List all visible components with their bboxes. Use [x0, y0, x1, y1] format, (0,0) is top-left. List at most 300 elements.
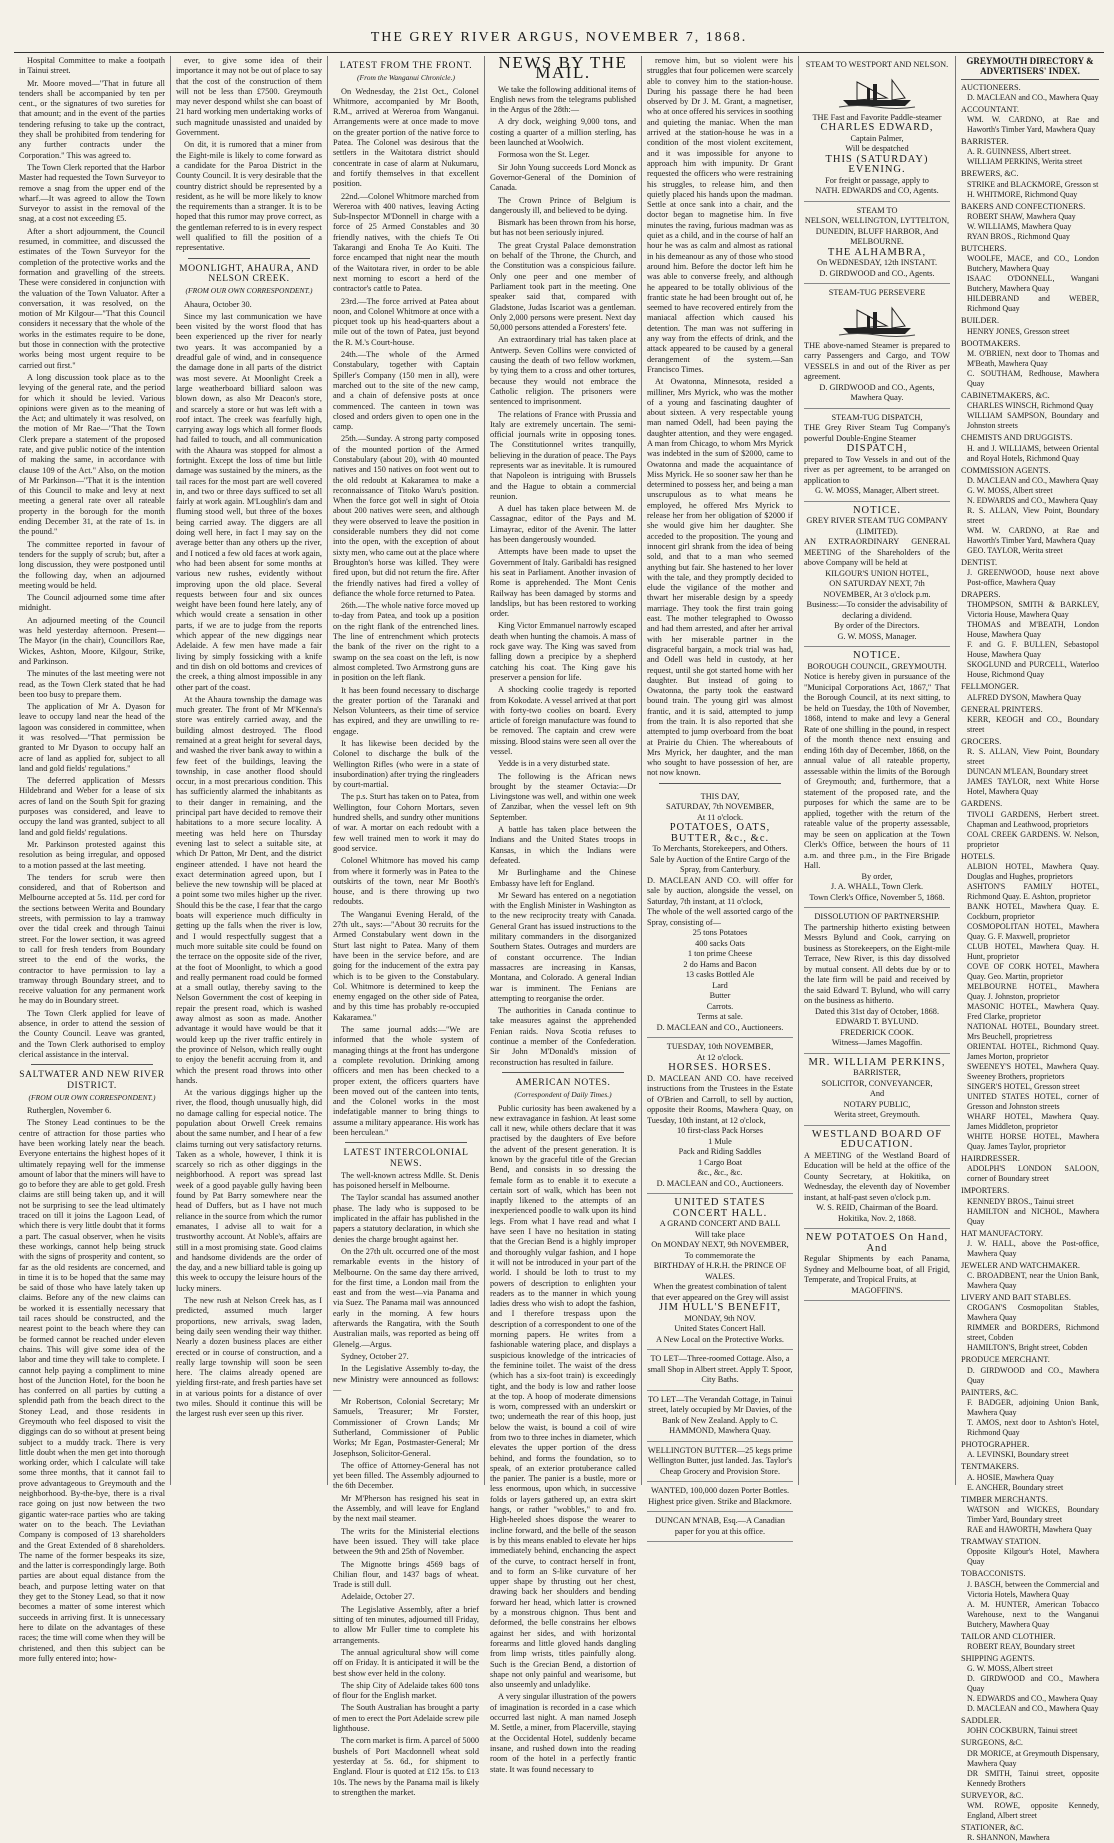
concert-line: BIRTHDAY of H.R.H. the PRINCE OF WALES. — [653, 1261, 787, 1281]
auction-intro: The whole of the well assorted cargo of the Spray, consisting of— — [647, 907, 793, 927]
directory-category: PRODUCE MERCHANT. — [961, 1355, 1050, 1365]
advert-body: prepared to Tow Vessels in and out of the river as per agreement, to be arranged on application to — [804, 454, 950, 485]
directory-listing: WILLIAM PERKINS, Werita street — [967, 157, 1083, 167]
advert-body: THE above-named Steamer is prepared to carry Passengers and Cargo, and TOW VESSELS in and out of the River as per agreement. — [804, 340, 950, 381]
directory-listing: CROGAN'S Cosmopolitan Stables, Mawhera Quay — [967, 1303, 1099, 1323]
directory-category: BARRISTER. — [961, 137, 1009, 147]
article-paragraph: A duel has taken place between M. de Cassagnac, editor of the Pays and M. Limayrac, editor of the Avenir. The latter has been dangerously wounded. — [490, 504, 636, 545]
article-byline: (FROM OUR OWN CORRESPONDENT.) — [28, 1092, 156, 1102]
notice-line: BOROUGH COUNCIL, GREYMOUTH. — [807, 661, 947, 671]
directory-listing: SWEENEY'S HOTEL, Mawhera Quay. Sweeney Brothers, proprietors — [967, 1061, 1099, 1081]
directory-listing: J. W. HALL, above the Post-office, Mawhera Quay — [967, 1238, 1099, 1258]
article-paragraph: King Victor Emmanuel narrowly escaped death when hunting the chamois. A mass of rock gave way. The King was saved from falling down a precipice by a shepherd catching his coat. The King gave his preserver a pension for life. — [490, 621, 636, 682]
article-paragraph: Mr Seward has entered on a negotiation with the English Minister in Washington as to the new reciprocity treaty with Canada. General Grant has issued instructions to the military commanders in the disorganized Southern States. Outrages and murders are of constant occurrence. The Indian massacres are increasing in Kansas, Montana, and Colorado. A general Indian war is imminent. The Fenians are attempting to reorganise the order. — [490, 890, 636, 1003]
masthead-title: THE GREY RIVER ARGUS, NOVEMBER 7, 1868. — [370, 30, 748, 45]
directory-listing: COAL CREEK GARDENS. W. Nelson, proprietor — [967, 829, 1099, 849]
advert-body: The partnership hitherto existing between Messrs Bylund and Cook, carrying on business as Storekeepers, on the Eight-mile Terrace, New River, is this day dissolved by mutual consent. All debts due by or to the late firm will be paid and received by the said Edward T. Bylund, who will carry on the business as hitherto. — [804, 922, 950, 1005]
auction-for: To Merchants, Storekeepers, and Others. — [652, 844, 788, 854]
article-paragraph: A very singular illustration of the powers of imagination is recorded in a case which occurred last night. A man named Joseph M. Settle, a miner, from Placerville, staying at the Occidental Hotel, suddenly became insane, and rushed down into the reading room of the hotel in a perfectly frantic state. It was found necessary to — [490, 1692, 636, 1774]
newspaper-page — [14, 30, 1104, 1843]
article-paragraph: The great Crystal Palace demonstration on behalf of the Throne, the Church, and the Constitution was a conspicious failure. Only one peer and one member of Parliament took part in the meeting. One speaker said that, compared with Gladstone, Judas Iscariot was a gentleman. Only 2,000 persons were present. Next day 50,000 persons attended a Foresters' fete. — [490, 240, 636, 333]
directory-entry — [961, 1388, 1099, 1438]
directory-entry — [961, 1462, 1099, 1492]
notice-body: Notice is hereby given in pursuance of the "Municipal Corporations Act, 1867," That the Borough Council, at its next sitting, to be held on Tuesday, the 10th of November, 1868, intend to make and levy a General Rate of one shilling in the pound, in respect of the month thence next ensuing and ending 16th day of December, 1868, on the annual value of all rateable property, assessable within the limits of the Borough of Greymouth; and, furthermore, that a statement of the proposed rate, and the purposes for which the same are to be applied, together with the return of the rateable value of the property assessable, may be seen on application at the Town Clerk's Office, between the hours of 11 a.m. and three p.m., in the Fire Brigade Hall. — [804, 672, 950, 870]
directory-listing: G. W. MOSS, Albert street — [967, 485, 1053, 495]
directory-category: SURVEYOR, &C. — [961, 1790, 1024, 1800]
masthead — [14, 30, 1104, 53]
directory-category: IMPORTERS. — [961, 1186, 1010, 1196]
article-paragraph: 23rd.—The force arrived at Patea about noon, and Colonel Whitmore at once with a picquet took up his head-quarters about a mile out of the town of Patea, just beyond the R. M.'s Court-house. — [333, 296, 479, 347]
concert-line: A New Local on the Protective Works. — [656, 1334, 784, 1344]
article-paragraph: The committee reported in favour of tenders for the supply of scrub; but, after a long discussion, they were postponed until the following day, when an adjourned meeting would be held. — [19, 539, 165, 590]
directory-category: PAINTERS, &C. — [961, 1387, 1019, 1397]
directory-category: TENTMAKERS. — [961, 1462, 1019, 1472]
article-paragraph: Mr M'Pherson has resigned his seat in the Assembly, and will leave for England by the next mail steamer. — [333, 1493, 479, 1524]
advert-body: THE Grey River Steam Tug Company's powerful Double-Engine Steamer — [804, 423, 950, 443]
directory-entry — [961, 1823, 1099, 1843]
article-paragraph: The following is the African news brought by the steamer Octavia:—Dr Livingstone was well, and within one week of Zanzibar, when the vessel left on 9th September. — [490, 771, 636, 822]
steamer-advert — [804, 56, 950, 202]
directory-listing: E. ANCHER, Boundary street — [967, 1482, 1064, 1492]
directory-listing: THOMAS and M'BEATH, London House, Mawhera Quay — [967, 620, 1099, 640]
directory-entry — [961, 202, 1099, 242]
directory-listing: NATIONAL HOTEL, Boundary street. Mrs Beuchell, proprietress — [967, 1021, 1099, 1041]
directory-category: TRAMWAY STATION. — [961, 1536, 1041, 1546]
article-paragraph: A long discussion took place as to the levying of the general rate, and the period for which it should be levied. Various opinions were given as to the meaning of the Act; and ultimately it was resolved, on the motion of Mr Rae—"That the Town Clerk prepare a statement of the proposed rate, and give public notice of the intention of making the same, in accordance with clause 109 of the Act." Also, on the motion of Mr Parkinson—"That it is the intention of this Council to make and levy at next meeting a general rate over all rateable property in the borough for the month ending December 31, at the rate of 1s. in the pound." — [19, 372, 165, 537]
directory-entry — [961, 1738, 1099, 1788]
directory-entry — [961, 852, 1099, 1152]
auction-terms: Terms at sale. — [697, 1012, 743, 1022]
advert-line: Will be despatched — [845, 144, 909, 153]
directory-entry — [961, 1537, 1099, 1567]
directory-listing: N. EDWARDS and CO., Mawhera Quay — [967, 1694, 1098, 1704]
directory-listing: W. WILLIAMS, Mawhera Quay — [967, 222, 1072, 232]
auction-body: D. MACLEAN AND CO. have received instructions from the Trustees in the Estate of O'Brien and Carroll, to sell by auction, opposite their Rooms, Mawhera Quay, on Tuesday, 10th instant, at 12 o'clock, — [647, 1073, 793, 1125]
directory-listing: JOHN COCKBURN, Tainui street — [967, 1726, 1078, 1736]
columns — [14, 53, 1104, 1843]
auction-item: 1 ton prime Cheese — [687, 949, 753, 959]
article-paragraph: Yedde is in a very disturbed state. — [498, 759, 610, 769]
advert-line: EDWARD T. BYLUND. — [835, 1017, 919, 1026]
directory-listing: ALFRED DYSON, Mawhera Quay — [967, 692, 1082, 702]
perkins-advert — [804, 1054, 950, 1126]
auction-item: 13 casks Bottled Ale — [685, 970, 755, 980]
article-paragraph: Colonel Whitmore has moved his camp from where it formerly was in Patea to the outskirts of the town, near Mr Booth's house, and is there throwing up two redoubts. — [333, 856, 479, 907]
advert-line: Werita street, Greymouth. — [834, 1110, 920, 1119]
article-paragraph: ever, to give some idea of their importance it may not be out of place to say that the cost of the construction of them will not be less than £7500. Greymouth may never despond whilst she can boast of 21 hard working men undertaking works of such magnitude unassisted and unaided by Government. — [176, 56, 322, 138]
directory-listing: DR MORICE, at Greymouth Dispensary, Mawhera Quay — [967, 1748, 1099, 1768]
notice-line: By order of the Directors. — [834, 621, 920, 630]
article-paragraph: In the Legislative Assembly to-day, the new Ministry were announced as follows:— — [333, 1364, 479, 1394]
article-paragraph: Adelaide, October 27. — [341, 1592, 415, 1602]
directory-category: BREWERS, &C. — [961, 169, 1019, 179]
article-heading: LATEST INTERCOLONIAL NEWS. — [343, 1148, 469, 1169]
directory-listing: WM. W. CARDNO, at Rae and Haworth's Timber Yard, Mawhera Quay — [967, 525, 1099, 545]
small-advert: TO LET—Three-roomed Cottage. Also, a small Shop in Albert street. Apply T. Spoor, City Baths. — [647, 1350, 793, 1391]
directory-listing: UNITED STATES HOTEL, corner of Gresson and Johnston streets — [967, 1091, 1099, 1111]
directory-category: GENERAL PRINTERS. — [961, 704, 1043, 714]
notice-line: KILGOUR'S UNION HOTEL, — [825, 568, 929, 578]
directory-listing: ASHTON'S FAMILY HOTEL, Richmond Quay. E. Ashton, proprietor — [967, 881, 1099, 901]
article-paragraph: The relations of France with Prussia and Italy are extremely uncertain. The semi-official journals write in opposing tones. The Constitutionnel writes tranquilly, believing in the duration of peace. The Pays represents war as inevitable. It is rumoured that Napoleon is intriguing with Brussels and the Hague to obtain a commercial reunion. — [490, 409, 636, 501]
directory-listing: M. O'BRIEN, next door to Thomas and M'Beath, Mawhera Quay — [967, 348, 1099, 368]
advert-agent: G. W. MOSS, Manager, Albert street. — [814, 486, 940, 495]
article-heading: MOONLIGHT, AHAURA, AND NELSON CREEK. — [179, 263, 319, 284]
directory-category: FELLMONGER. — [961, 682, 1019, 692]
article-paragraph: Mr. Moore moved—"That in future all tenders shall be accompanied by ten per cent., or the signatures of two sureties for that amount; and in the event of the parties tendering refusing to take up the contract, they shall be prohibited from tendering for any further contracts under the Corporation." This was agreed to. — [19, 78, 165, 160]
article-paragraph: The same journal adds:—"We are informed that the whole system of managing things at the front has undergone a complete revolution. Drinking among officers and men has been checked to a proper extent, the officers quarters have been moved out of the canteen into tents, and the Colonel works in the most indefatigable manner to bring things to assume a military appearance. His work has been herculean." — [333, 1025, 479, 1137]
directory-category: HAT MANUFACTORY. — [961, 1228, 1043, 1238]
auction-item: 1 Cargo Boat — [697, 1157, 743, 1167]
advert-line: And — [869, 1089, 885, 1098]
directory-listing: KERR, KEOGH and CO., Boundary street — [967, 715, 1099, 735]
article-paragraph: The Stoney Lead continues to be the centre of attraction for those parties who have been working lately near the beach. Everyone entertains the highest hopes of it ultimately repaying well for the immense amount of labor that the miners will have to go to before they are able to get gold. Fresh claims are still being taken up, and it will not be surprising to see the lead ultimately traced on till it joins the Lagoon Lead, of which there is very little doubt that it forms a part. The casual observer, when he visits these workings, cannot help being struck with the signs of prosperity and content, so far as the old residents are concerned, and in time it is to be hoped that the same may be said of those who have lately taken up claims. Before any of the new claims can be worked it is essentially necessary that tail races should be constructed, and the nearest point to the beach where they can be formed cannot be reached under eleven chains. This will give some idea of the labor and time they will take to complete. I cannot help paying a compliment to mine host of the Junction Hotel, for the boon he has conferred on all parties by cutting a splendid path from the beach direct to the Stoney Lead, and those residents in Greymouth who feel disposed to visit the diggings can do so without at present being subject to a muddy track. There is very little doubt when the men get into thorough working order, which I calculate will take some three months, that it cannot fail to prove advantageous to Greymouth and the neighborhood. By-the-bye, there is a rival race going on just now between the two gigantic water-race parties who are taking water on to the beach. The Leviathan Company is composed of 13 shareholders and the Great Extended of 8 shareholders. The name of the former bespeaks its size, and the latter is correspondingly large. Both parties are about equal distance from the beach, and purpose letting water on that they get to the Stoney Lead, so that it now becomes a matter of some interest which succeeds in arriving first. It is unnecessary here to dilate on the advantages of these races; the time will come when they will be christened, and then this subject can be more fully entered into; how- — [19, 1118, 165, 1663]
auction-item: Carrots. — [706, 1001, 734, 1011]
article-paragraph: Formosa won the St. Leger. — [498, 150, 590, 160]
directory-listing: A. R. GUINNESS, Albert street. — [967, 147, 1071, 157]
directory-category: BAKERS AND CONFECTIONERS. — [961, 201, 1086, 211]
potatoes-advert — [804, 1229, 950, 1301]
directory-entry — [961, 244, 1099, 314]
directory-entry — [961, 391, 1099, 431]
directory-listing: A. M. HUNTER, American Tobacco Warehouse, next to the Wanganui Butchery, Mawhera Quay — [967, 1599, 1099, 1629]
directory-listing: H. and J. WILLIAMS, between Oriental and Royal Hotels, Richmond Quay — [967, 443, 1099, 463]
auction-goods: HORSES. HORSES. — [668, 1062, 772, 1074]
article-paragraph: On the 27th ult. occurred one of the most remarkable events in the history of Melbourne. On the same day there arrived, for the first time, a London mail from the east and from the west—via Panama and via Suez. The Panama mail was announced early in the morning. A few hours afterwards the Rangatira, with the South Australian mails, was reported as being off Glenelg.—Argus. — [333, 1246, 479, 1349]
article-paragraph: Sydney, October 27. — [341, 1351, 409, 1361]
directory-category: HAIRDRESSER. — [961, 1153, 1020, 1163]
directory-entry — [961, 1186, 1099, 1226]
directory-entry — [961, 590, 1099, 680]
directory-listing: Opposite Kilgour's Hotel, Mawhera Quay — [967, 1547, 1099, 1567]
directory-entry — [961, 105, 1099, 135]
auction-item: 400 sacks Oats — [695, 938, 745, 948]
directory-listing: G. W. MOSS, Albert street — [967, 1664, 1053, 1674]
directory-listing: WILLIAM SAMPSON, Boundary and Johnston streets — [967, 411, 1099, 431]
concert-line: When the greatest combination of talent that ever appeared on the Grey will assist — [651, 1282, 789, 1302]
concert-advert — [647, 1194, 793, 1350]
column-3 — [328, 56, 485, 1797]
article-paragraph: At the various diggings higher up the river, the flood, though unusually high, did no damage calling for especial notice. The population about Orwell Creek remains about the same number, and I hear of a few claims turning out very satisfactory returns. Taken as a whole, however, I think it is scarcely so rich as other diggings in the neighborhood. A report was spread last week of a good payable gully having been found by Pat Barry somewhere near the head of Duffers, but as I have not much reliance in the source from which the rumor emanates, I advise all to wait for a trustworthy account. At Noble's, affairs are still in a most promising state. Good claims and handsome dividends are the order of the day, and a new billiard table is going up this week to occupy the leisure hours of the lucky miners. — [176, 1088, 322, 1293]
directory-listing: DR SMITH, Tainui street, opposite Kennedy Brothers — [967, 1768, 1099, 1788]
directory-listing: COVE OF CORK HOTEL, Mawhera Quay. Geo. Martin, proprietor — [967, 961, 1099, 981]
directory-listing: THOMPSON, SMITH & BARKLEY, Victoria House, Mawhera Quay — [967, 600, 1099, 620]
advert-line: NELSON, WELLINGTON, LYTTELTON, DUNEDIN, BLUFF HARBOR, And MELBOURNE. — [804, 216, 950, 246]
directory-category: GARDENS. — [961, 799, 1003, 809]
auction-goods: POTATOES, OATS, BUTTER, &c., &c. — [669, 822, 771, 844]
directory-listing: COSMOPOLITAN HOTEL, Mawhera Quay. G. F. Maxwell, proprietor — [967, 921, 1099, 941]
concert-line: MONDAY, 9th NOV. — [684, 1313, 756, 1323]
column-rule — [31, 1064, 153, 1065]
advert-line: THIS (SATURDAY) EVENING. — [825, 153, 929, 175]
directory-entry — [961, 682, 1099, 702]
directory-entry — [961, 1632, 1099, 1652]
advert-line: Witness—James Magoffin. — [831, 1038, 923, 1047]
directory-listing: A. HOSIE, Mawhera Quay — [967, 1472, 1054, 1482]
article-paragraph: On dit, it is rumored that a miner from the Eight-mile is likely to come forward as a candidate for the Paroa District in the County Council. It is very desirable that the country district should be represented by a resident, as he will be more likely to know the requirements than a stranger. It is to be hoped that this rumor may prove correct, as the gentleman referred to is in every respect well qualified to fill the position of a representative. — [176, 140, 322, 253]
directory-entry — [961, 1495, 1099, 1535]
notice-title: NOTICE. — [852, 504, 902, 516]
directory-listing: RAE and HAWORTH, Mawhera Quay — [967, 1524, 1092, 1534]
directory-listing: RIMMER and BORDERS, Richmond street, Cobden — [967, 1323, 1099, 1343]
article-paragraph: A dry dock, weighing 9,000 tons, and costing a quarter of a million sterling, has been launched at Woolwich. — [490, 117, 636, 148]
directory-category: CABINETMAKERS, &C. — [961, 390, 1050, 400]
advert-line: Captain Palmer, — [850, 133, 904, 143]
directory-listing: WM. ROWE, opposite Kennedy, England, Albert street — [967, 1800, 1099, 1820]
notice-line: AN EXTRAORDINARY GENERAL MEETING of the Shareholders of the above Company will be held at — [804, 537, 950, 567]
tug-advert — [804, 409, 950, 502]
directory-listing: ISAAC O'DONNELL, Wangani Butchery, Mawhera Quay — [967, 274, 1099, 294]
article-paragraph: At Owatonna, Minnesota, resided a milliner, Mrs Myrick, who was the mother of a young and fascinating daughter of about sixteen. A very respectable young man named Odell, had been paying the daughter attention, and they were engaged. A man from Chicago, to whom Mrs Myrick was indebted in the sum of $2000, came to Owatonna and made the acquaintance of Miss Myrick. He so sooner saw her than he determined to possess her, and being a man unscrupulous as to what means he employed, he offered Mrs Myrick to release her from her obligation of $2000 if she would give him her daughter. She acceded to the proposition. The young and innocent girl shrank from the idea of being sold, and that to a man who seemed anything but fair. She hastened to her lover with the tale, and they promptly decided to elude the vigilance of the mother and thwart her miserable design by a speedy marriage. They took the first train going east. The mother telegraphed to Owosso and had them arrested, and after her arrival with her miserable partner in the disgraceful bargain, a mock trial was had, and Odell was held in custody, at her request, until she got started home with her daughter. But instead of going to Owatonna, the party took the eastward bound train. The young girl was almost frantic, and it is said, attempted to jump from the train. It is also reported that she attempted to jump overboard from the boat at Prairie du Chien. The whereabouts of Mrs Myrick, her daughter, and the man who sought to have possession of her, are not now known. — [647, 377, 793, 778]
auction-date: THIS DAY, — [700, 791, 740, 801]
advert-ship: DISPATCH, — [846, 443, 908, 454]
auction-body: D. MACLEAN AND CO. will offer for sale by auction, alongside the vessel, on Saturday, 7th instant, at 11 o'clock, — [647, 875, 793, 906]
directory-listing: MASONIC HOTEL, Mawhera Quay. Fred Clarke, proprietor — [967, 1001, 1099, 1021]
directory-listing: D. MACLEAN and CO., Mawhera Quay — [967, 475, 1099, 485]
article-paragraph: At the Ahaura township the damage was much greater. The front of Mr M'Kenna's store was entirely carried away, and the building almost destroyed. The flood remained at a great height for several days, and washed the river bank away to within a few feet of the buildings, leaving the township, in case another flood should occur, in a most precarious condition. This has sufficiently alarmed the inhabitants as to their danger in remaining, and the principal part have decided to remove their habitations to a more secure locality. A meeting was held here on Thursday evening last to select a suitable site, at which Dr Patton, Mr Dent, and the district engineer attended. I have not heard the exact determination agreed upon, but I believe the new township will be placed at a point some two miles higher up the river. Should this be the case, I fear that the cargo boats will experience much difficulty in getting up the falls when the river is low, and I would respectfully suggest that a much more suitable site could be found on the terrace on the opposite side of the river, at the foot of Moonlight, to which a good and really permanent road could be formed at a small outlay, thereby saving to the Nelson Government the cost of keeping in repair the present road, which is washed away almost as soon as made. Another advantage it would have would be that it would keep up the river traffic entirely in the province of Nelson, which really ought to enjoy the benefit accruing from it, and which the present road throws into other hands. — [176, 694, 322, 1085]
directory-entry — [961, 466, 1099, 556]
column-1 — [14, 56, 171, 1663]
steamship-icon — [837, 74, 917, 110]
column-rule — [188, 258, 310, 259]
directory-entry — [961, 1791, 1099, 1821]
directory-category: HOTELS. — [961, 851, 995, 861]
directory-listing: C. SOUTHAM, Redhouse, Mawhera Quay — [967, 368, 1099, 388]
directory-category: BOOTMAKERS. — [961, 338, 1021, 348]
directory-listing: J. BASCH, between the Commercial and Victoria Hotels, Mawhera Quay — [967, 1579, 1099, 1599]
article-paragraph: 24th.—The whole of the Armed Constabulary, together with Captain Spiller's Company (150 men in all), were marched out to the site of the new camp, and a chain of defensive posts at once commenced. The canteen in town was closed and orders given to open one in the camp. — [333, 350, 479, 432]
notice-advert — [804, 502, 950, 648]
auction-item: 2 do Hams and Bacon — [683, 959, 757, 969]
directory-listing: WHITE HORSE HOTEL, Mawhera Quay. James Taylor, proprietor — [967, 1131, 1099, 1151]
advert-title: STEAM-TUG DISPATCH, — [831, 412, 923, 422]
advert-line: NOTARY PUBLIC, — [843, 1099, 911, 1109]
article-byline: (FROM OUR OWN CORRESPONDENT.) — [185, 286, 313, 296]
directory-listing: F. BADGER, adjoining Union Bank, Mawhera Quay — [967, 1398, 1099, 1418]
article-paragraph: The well-known actress Mdlle. St. Denis has poisoned herself in Melbourne. — [333, 1170, 479, 1191]
directory-entry — [961, 169, 1099, 199]
advert-body: A MEETING of the Westland Board of Education will be held at the office of the County Secretary, at Hokitika, on Wednesday, the eleventh day of November instant, at half-past seven o'clock p.m. — [804, 1150, 950, 1202]
article-heading: NEWS BY THE MAIL. — [498, 53, 628, 83]
article-paragraph: It has likewise been decided by the Colonel to discharge the bulk of the Wellington Rifles (who were in a state of insubordination) after trying the ringleaders by court-martial. — [333, 739, 479, 790]
directory-entry — [961, 83, 1099, 103]
article-paragraph: The corn market is firm. A parcel of 5000 bushels of Port Macdonnell wheat sold yesterday at 5s. 6d., for shipment to England. Flour is quoted at £12 15s. to £13 10s. The news by the Panama mail is likely to strengthen the market. — [333, 1736, 480, 1797]
auction-sale: Sale by Auction of the Entire Cargo of the Spray, from Canterbury. — [650, 854, 790, 875]
directory-listing: R. SHANNON, Mawhera — [967, 1833, 1050, 1843]
directory-listing: MELBOURNE HOTEL, Mawhera Quay. J. Johnston, proprietor — [967, 981, 1099, 1001]
advert-line: For freight or passage, apply to — [825, 175, 929, 185]
article-paragraph: The Mignotte brings 4569 bags of Chilian flour, and 1437 bags of wheat. Trade is still dull. — [333, 1559, 479, 1590]
article-paragraph: The Wanganui Evening Herald, of the 27th ult., says:—"About 30 recruits for the Armed Constabulary went down in the Sturt last night to Patea. Many of them have been in the service before, and are going for the inducement of the extra pay which is to be given to the Constabulary. Col. Whitmore is determined to keep the enemy engaged on the other side of Patea, and by this time has probably re-occupied Kakaramea." — [333, 909, 479, 1022]
small-advert: WANTED, 100,000 dozen Porter Bottles. Highest price given. Strike and Blackmore. — [647, 1482, 793, 1512]
notice-line: Town Clerk's Office, November 5, 1868. — [809, 892, 945, 902]
advert-title: DISSOLUTION OF PARTNERSHIP. — [814, 912, 940, 921]
concert-sub: A GRAND CONCERT AND BALL — [659, 1219, 781, 1229]
directory-entry — [961, 1440, 1099, 1460]
directory-listing: WHARF HOTEL, Mawhera Quay. James Middleton, proprietor — [967, 1111, 1099, 1131]
article-paragraph: The Taylor scandal has assumed another phase. The lady who is supposed to be implicated in the affair has published in the papers a statutory declaration, in which she denies the charge brought against her. — [333, 1193, 479, 1244]
column-5 — [642, 56, 799, 1536]
advert-line: THE Fast and Favorite Paddle-steamer — [812, 112, 942, 122]
directory-listing: D. MACLEAN and CO., Mawhera Quay — [967, 1704, 1099, 1714]
directory-category: AUCTIONEERS. — [961, 82, 1021, 92]
directory-listing: CHARLES WINSCH, Richmond Quay — [967, 401, 1094, 411]
auction-item: Butter — [709, 991, 731, 1001]
directory-entry — [961, 137, 1099, 167]
article-paragraph: An extraordinary trial has taken place at Antwerp. Seven Collins were convicted of causing the death of two fellow workmen, by tying them to a cross and other tortures, because they would not embrace the Catholic religion. The prisoners were sentenced to imprisonment. — [490, 335, 636, 407]
article-paragraph: A battle has taken place between the Indians and the United States troops in Kansas, in which the Indians were defeated. — [490, 825, 636, 865]
directory-listing: HAMILTON and NICHOL, Mawhera Quay — [967, 1206, 1099, 1226]
directory-entry — [961, 737, 1099, 797]
tug-advert — [804, 284, 950, 409]
article-byline: (From the Wanganui Chronicle.) — [357, 73, 455, 83]
directory-listing: ALBION HOTEL, Mawhera Quay. Douglas and Hughes, proprietors — [967, 861, 1099, 881]
article-paragraph: Sir John Young succeeds Lord Monck as Governor-General of the Dominion of Canada. — [490, 162, 636, 193]
article-paragraph: Bismark has been thrown from his horse, but has not been seriously injured. — [490, 218, 636, 238]
concert-line: To commemorate the — [684, 1250, 756, 1260]
article-paragraph: On Wednesday, the 21st Oct., Colonel Whitmore, accompanied by Mr Booth, R.M., arrived at Wereroa from Wanganui. Arrangements were at once made to move on the greater portion of the native force to Patea. The Colonel was desirous that the settlers in the Waitotara district should concentrate in case of alarm at Nukumaru, and fortify themselves in that excellent position. — [333, 86, 479, 189]
column-7-directory — [956, 56, 1104, 1843]
column-4 — [485, 53, 642, 1774]
small-advert: DUNCAN M'NAB, Esq.—A Canadian paper for you at this office. — [647, 1512, 793, 1542]
directory-listing: SKOGLUND and PURCELL, Waterloo House, Richmond Quay — [967, 660, 1099, 680]
directory-entry — [961, 1355, 1099, 1385]
directory-category: COMMISSION AGENTS. — [961, 465, 1051, 475]
article-paragraph: The p.s. Sturt has taken on to Patea, from Wellington, four Cohorn Mortars, seven hundred shells, and sundry other munitions of war. A mortar on each redoubt with a few well trained men to work it may do good service. — [333, 792, 479, 853]
directory-category: TAILOR AND CLOTHIER. — [961, 1631, 1056, 1641]
directory-entry — [961, 433, 1099, 463]
column-2 — [171, 56, 328, 1485]
article-heading: LATEST FROM THE FRONT. — [339, 61, 473, 71]
directory-listing: T. AMOS, next door to Ashton's Hotel, Richmond Quay — [967, 1418, 1099, 1438]
directory-listing: N. EDWARDS and CO., Mawhera Quay — [967, 495, 1098, 505]
article-paragraph: 25th.—Sunday. A strong party composed of the mounted portion of the Armed Constabulary (about 20), with 40 mounted natives and 150 natives on foot went out to the old redoubt at Kakaramea to make a reconnaissance of Titoko Waru's position. When the force got well in sight of Otoia about 200 natives were seen, and although they were observed to leave the position in considerable numbers they did not come into the open, with the exception of about sixty men, who came out at the place where Broughton's horse was killed. They were fired upon, but did not return the fire. After the friendly natives had fired a volley of defiance the whole force returned to Patea. — [333, 434, 479, 598]
advert-line: On WEDNESDAY, 12th INSTANT. — [816, 258, 938, 267]
article-paragraph: Since my last communication we have been visited by the worst flood that has been experienced up the river for nearly two years. It was accompanied by a dreadful gale of wind, and in consequence the damage done in all parts of the district was most severe. At Moonlight Creek a large weatherboard billiard saloon was blown down, as also Mr Deacon's store, and scarcely a store or hut was left with a roof intact. The creek was fearfully high, carrying away logs which all former floods had failed to touch, and all communication with the Ahaura was stopped for almost a fortnight. Except the loss of time but little damage was sustained by the miners, as the tail races for the most part are well covered in, and two or three days sufficed to set all fairly at work again. M'Loughlin's dam and fluming stood well, but three of the boxes being carried away. The diggers are all doing well here, in fact I may say on the average better than any others up the river, and I noticed a few old faces at work again, who had been absent for some months at various new rushes, evidently without improving upon the old place. Several requests between four and six ounces weight have been found here lately, any of which would create a sensation in other parts, if we are to judge from the reports which appear of the new diggings near Adelaide. A few men have made a fair living by simply fossicking with a knife and tin dish on old bottoms and crevices of the creek, a thing almost impossible in any other part of the coast. — [176, 311, 322, 692]
advert-title: STEAM-TUG PERSEVERE — [828, 288, 926, 297]
notice-line: J. A. WHALL, Town Clerk. — [830, 882, 924, 891]
directory-listing: ADOLPH'S LONDON SALOON, corner of Boundary street — [967, 1164, 1099, 1184]
directory-listing: D. GIRDWOOD and CO., Mawhera Quay — [967, 1365, 1099, 1385]
concert-line: United States Concert Hall. — [674, 1324, 766, 1334]
notice-advert — [804, 647, 950, 908]
advert-body: Regular Shipments by each Panama, Sydney and Melbourne boat, of all Frigid, Temperate, and Tropical Fruits, at — [804, 1254, 950, 1284]
article-paragraph: An adjourned meeting of the Council was held yesterday afternoon. Present—The Mayor (in the chair), Councillors Rae, Wickes, Ashton, Moore, Kilgour, Strike, and Parkinson. — [19, 615, 165, 666]
directory-listing: C. BROADBENT, near the Union Bank, Mawhera Quay — [967, 1271, 1099, 1291]
auction-item: Pack and Riding Saddles — [678, 1147, 762, 1157]
directory-listing: WM. W. CARDNO, at Rae and Haworth's Timber Yard, Mawhera Quay — [967, 115, 1099, 135]
directory-listing: WOOLFE, MACE, and CO., London Butchery, Mawhera Quay — [967, 254, 1099, 274]
article-dateline: Rutherglen, November 6. — [27, 1106, 112, 1116]
concert-line: Will take place — [695, 1229, 745, 1239]
advert-signature: MAGOFFIN'S. — [851, 1285, 903, 1295]
directory-listing: CLUB HOTEL, Mawhera Quay. H. Hunt, proprietor — [967, 941, 1099, 961]
concert-title: UNITED STATES CONCERT HALL. — [672, 1197, 768, 1219]
directory-category: CHEMISTS AND DRUGGISTS. — [961, 433, 1073, 443]
auction-time: At 12 o'clock. — [696, 1052, 744, 1062]
directory-listing: F. and G. F. BULLEN, Sebastopol House, Mawhera Quay — [967, 640, 1099, 660]
directory-listing: RYAN BROS., Richmond Quay — [967, 232, 1070, 242]
directory-listing: SINGER'S HOTEL, Gresson street — [967, 1081, 1080, 1091]
directory-listing: J. GREENWOOD, house next above Post-office, Mawhera Quay — [967, 568, 1099, 588]
directory-category: DENTIST. — [961, 557, 998, 567]
directory-listing: R. S. ALLAN, View Point, Boundary street — [967, 505, 1099, 525]
article-paragraph: The application of Mr A. Dyason for leave to occupy land near the head of the lagoon was considered in committee, when it was resolved—"That permission be granted to Mr Dyason to occupy half an acre of land as applied for, subject to all land and gold fields' regulations." — [19, 702, 165, 773]
article-paragraph: The deferred application of Messrs Hildebrand and Weber for a lease of six acres of land on the South Spit for grazing purposes was considered, and leave to occupy the land was granted, subject to all land and gold fields' regulations. — [19, 776, 165, 837]
directory-entry — [961, 316, 1099, 336]
directory-entry — [961, 1261, 1099, 1291]
auction-advert — [647, 788, 793, 1039]
column-rule — [345, 1142, 467, 1143]
article-paragraph: The Legislative Assembly, after a brief sitting of ten minutes, adjourned till Friday, to allow Mr Fuller time to complete his arrangements. — [333, 1604, 479, 1645]
directory-listing: DUNCAN M'LEAN, Boundary street — [967, 767, 1088, 777]
directory-entry — [961, 1229, 1099, 1259]
column-6 — [799, 56, 956, 1485]
notice-line: Business:—To consider the advisability of declaring a dividend. — [806, 600, 948, 620]
article-byline: (Correspondent of Daily Times.) — [514, 1090, 612, 1100]
directory-category: LIVERY AND BAIT STABLES. — [961, 1293, 1071, 1303]
directory-category: DRAPERS. — [961, 590, 1001, 600]
directory-listing: TIVOLI GARDENS, Herbert street. Chapman and Leathwood, proprietors — [967, 809, 1099, 829]
directory-listing: HAMILTON'S, Bright street, Cobden — [967, 1343, 1088, 1353]
directory-category: ACCOUNTANT. — [961, 104, 1019, 114]
advert-line: CHARLES EDWARD, — [820, 122, 934, 133]
directory-listing: R. S. ALLAN, View Point, Boundary street — [967, 747, 1099, 767]
auction-signature: D. MACLEAN and CO., Auctioneers. — [656, 1022, 784, 1032]
advert-line: FREDERICK COOK. — [840, 1027, 914, 1037]
directory-title: GREYMOUTH DIRECTORY & ADVERTISERS' INDEX. — [961, 56, 1099, 80]
article-paragraph: The minutes of the last meeting were not read, as the Town Clerk stated that he had been too busy to prepare them. — [19, 669, 165, 699]
directory-category: TOBACCONISTS. — [961, 1569, 1026, 1579]
directory-category: JEWELER AND WATCHMAKER. — [961, 1260, 1080, 1270]
advert-title: WESTLAND BOARD OF EDUCATION. — [811, 1128, 943, 1150]
directory-listing: HILDEBRAND and WEBER, Richmond Quay — [967, 294, 1099, 314]
article-paragraph: The Crown Prince of Belgium is dangerously ill, and believed to be dying. — [490, 195, 636, 215]
directory-category: PHOTOGRAPHER. — [961, 1440, 1030, 1450]
advert-line: D. GIRDWOOD and CO., Agents. — [819, 268, 935, 278]
advert-line: NATH. EDWARDS and CO, Agents. — [815, 186, 939, 195]
directory-listing: HENRY JONES, Gresson street — [967, 326, 1070, 336]
article-paragraph: Hospital Committee to make a footpath in Tainui street. — [19, 56, 165, 76]
advert-line: BARRISTER, — [853, 1068, 901, 1077]
article-paragraph: The tenders for scrub were then considered, and that of Robertson and Melbourne accepted at 5s. 11d. per cord for the sections between Werita and Boundary streets, with permission to lay a tramway over the tidal creek and through Tainui street. For the lower section, it was agreed to call for fresh tenders from Boundary street to the end of the works, the contractor to have permission to lay a tramway through Boundary street, and to receive valuation for any permanent work he may do in Boundary street. — [19, 872, 165, 1006]
auction-item: 25 tons Potatoes — [692, 928, 748, 938]
advert-line: STEAM TO — [856, 205, 898, 215]
auction-item: &c., &c., &c. — [697, 1168, 743, 1178]
directory-category: SURGEONS, &C. — [961, 1738, 1024, 1748]
advert-ship: THE ALHAMBRA, — [827, 246, 927, 258]
advert-title: NEW POTATOES On Hand, And — [805, 1232, 949, 1254]
directory-listing: D. GIRDWOOD and CO., Mawhera Quay — [967, 1674, 1099, 1694]
directory-category: SHIPPING AGENTS. — [961, 1653, 1035, 1663]
article-dateline: Ahaura, October 30. — [184, 299, 252, 309]
article-paragraph: The Council adjourned some time after midnight. — [19, 593, 165, 613]
article-paragraph: The writs for the Ministerial elections have been issued. They will take place between the 9th and 25th of November. — [333, 1526, 479, 1557]
directory-listing: D. MACLEAN and CO., Mawhera Quay — [967, 92, 1099, 102]
directory-category: SADDLER. — [961, 1716, 1002, 1726]
directory-entry — [961, 799, 1099, 849]
advert-agent: D. GIRDWOOD and CO., Agents, Mawhera Quay. — [819, 382, 935, 402]
auction-item: 1 Mule — [708, 1136, 732, 1146]
article-paragraph: 22nd.—Colonel Whitmore marched from Wereroa with 400 natives, leaving Acting Sub-Inspector M'Donnell in charge with a force of 25 Armed Constables and 30 friendly natives, with the chiefs Te Oti Takarangi and Enoha Te Ao Kuiti. The force encamped that night near the mouth of the Waitotara river, in order to be able next morning to escort a herd of the contractor's cattle to Patea. — [333, 191, 479, 294]
advert-line: Hokitika, Nov. 2, 1868. — [837, 1213, 917, 1223]
article-paragraph: Attempts have been made to upset the Government of Italy. Garibaldi has resigned his seat in Parliament. Another invasion of Rome is apprehended. The Mont Cenis Railway has been damaged by storms and landslips, but has been restored to working order. — [490, 547, 636, 619]
article-paragraph: Mr Burlinghame and the Chinese Embassy have left for England. — [490, 868, 636, 888]
article-paragraph: The authorities in Canada continue to take measures against the apprehended Fenian raids. Nova Scotia refuses to continue a member of the Confederation. Sir John M'Donald's mission of reconstruction has resulted in failure. — [490, 1006, 636, 1067]
small-advert: WELLINGTON BUTTER—25 kegs prime Wellington Butter, just landed. Jas. Taylor's Cheap Grocery and Provision Store. — [647, 1442, 793, 1483]
directory-entry — [961, 339, 1099, 389]
concert-line: On MONDAY NEXT, 9th NOVEMBER, — [651, 1240, 789, 1250]
